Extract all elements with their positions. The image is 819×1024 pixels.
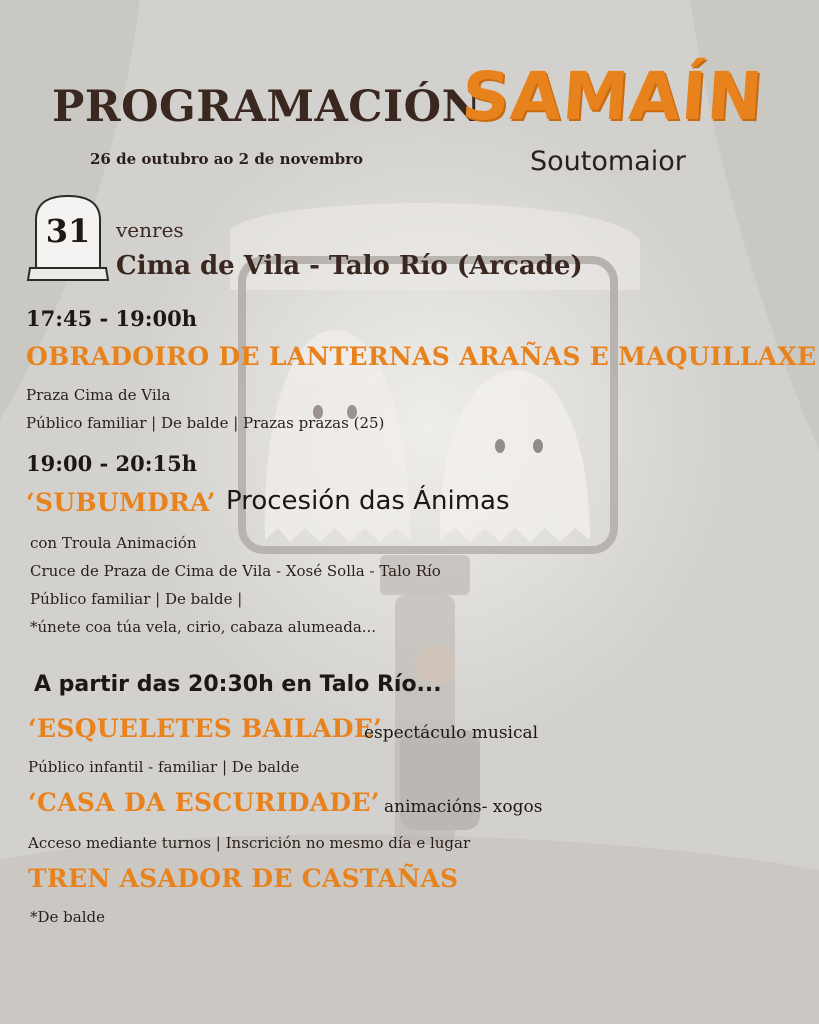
event-subtitle: espectáculo musical xyxy=(364,723,539,743)
event-detail: Cruce de Praza de Cima de Vila - Xosé Solla - Talo Río xyxy=(30,562,441,580)
event-detail: Público familiar | De balde | xyxy=(30,590,243,608)
event-subtitle: Procesión das Ánimas xyxy=(226,486,510,516)
date-range: 26 de outubro ao 2 de novembro xyxy=(90,150,364,168)
day-location: Cima de Vila - Talo Río (Arcade) xyxy=(116,251,583,281)
brand-title: SAMAÍN xyxy=(459,58,766,135)
weekday-label: venres xyxy=(116,218,184,242)
event-detail: Público familiar | De balde | Prazas prazas (25) xyxy=(26,414,385,432)
event-title: ‘ESQUELETES BAILADE’ xyxy=(28,714,383,743)
page-title: PROGRAMACIÓN xyxy=(52,82,482,132)
event-detail: Acceso mediante turnos | Inscrición no mesmo día e lugar xyxy=(28,834,471,852)
event-time: 17:45 - 19:00h xyxy=(26,306,198,331)
event-title: OBRADOIRO DE LANTERNAS ARAÑAS E MAQUILLAXE xyxy=(26,342,817,371)
section-heading: A partir das 20:30h en Talo Río... xyxy=(34,672,442,697)
event-subtitle: animacións- xogos xyxy=(384,797,543,817)
event-detail: *De balde xyxy=(30,908,105,926)
event-detail: con Troula Animación xyxy=(30,534,197,552)
place-name: Soutomaior xyxy=(530,146,686,177)
event-title: ‘CASA DA ESCURIDADE’ xyxy=(28,788,380,817)
event-time: 19:00 - 20:15h xyxy=(26,451,198,476)
event-title: ‘SUBUMDRA’ xyxy=(26,488,216,517)
day-number: 31 xyxy=(45,212,91,250)
tombstone-date xyxy=(26,192,110,284)
event-title: TREN ASADOR DE CASTAÑAS xyxy=(28,864,459,893)
event-detail: *únete coa túa vela, cirio, cabaza alumeada... xyxy=(30,618,377,636)
event-detail: Praza Cima de Vila xyxy=(26,386,171,404)
event-detail: Público infantil - familiar | De balde xyxy=(28,758,300,776)
